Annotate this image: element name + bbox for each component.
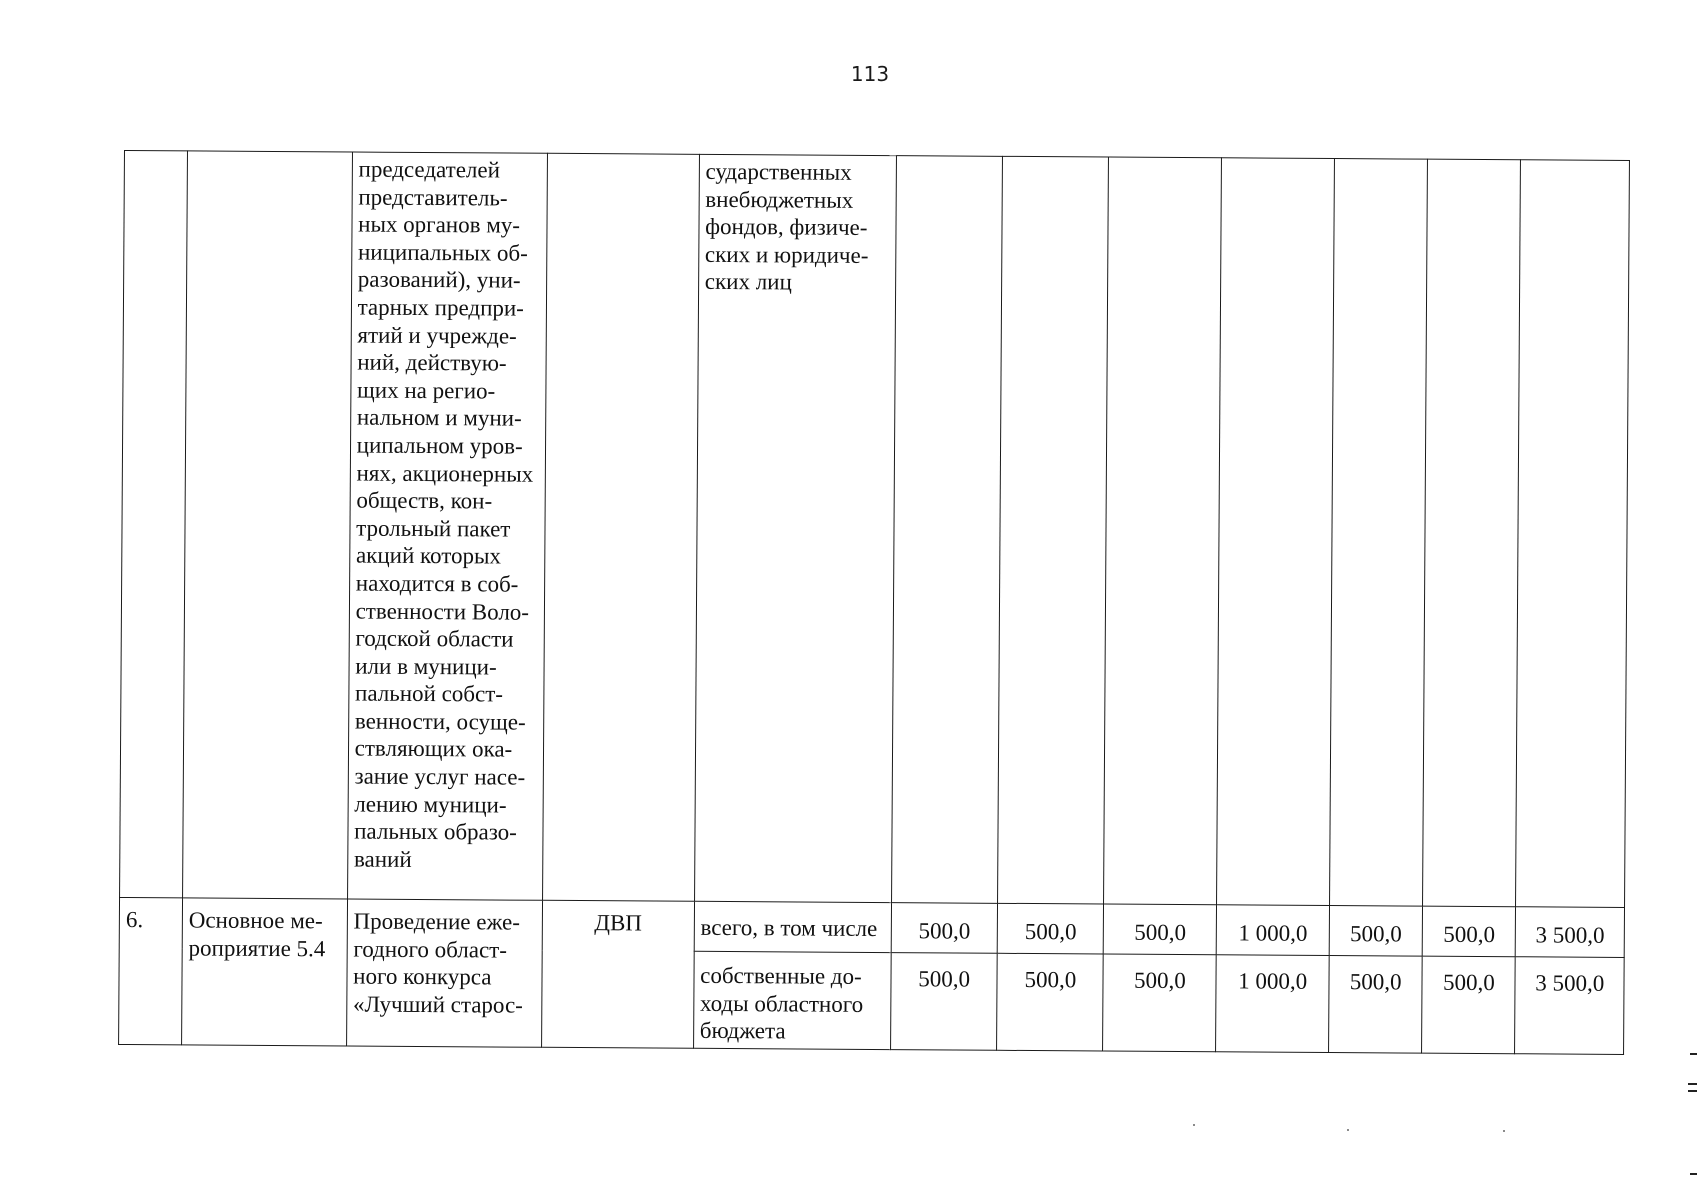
scan-artifact-dot xyxy=(1347,1129,1349,1131)
scan-artifact-dot xyxy=(1503,1130,1505,1132)
cell-value: 500,0 xyxy=(1422,956,1516,1053)
cell-value: 500,0 xyxy=(1103,954,1216,1052)
scan-artifact-mark xyxy=(1688,1083,1697,1085)
cell-executor-empty xyxy=(542,153,699,901)
cell-year-1-empty xyxy=(892,156,1003,904)
event-description: Проведение еже- годного област- ного конкурса «Лучший старос- xyxy=(352,908,523,1018)
cell-value: 1 000,0 xyxy=(1216,955,1329,1053)
cell-value: 500,0 xyxy=(1329,906,1423,957)
event-name: Основное ме- роприятие 5.4 xyxy=(188,907,326,961)
cell-value-total: 3 500,0 xyxy=(1515,957,1624,1054)
cell-source-continued xyxy=(694,154,896,902)
cell-value-total: 3 500,0 xyxy=(1516,907,1625,958)
cell-event-description xyxy=(346,899,542,1047)
cell-value: 500,0 xyxy=(997,953,1104,1050)
table-row-continuation xyxy=(120,151,1630,908)
cell-executor: ДВП xyxy=(541,900,694,1048)
cell-number-empty xyxy=(120,151,188,898)
cell-value: 1 000,0 xyxy=(1216,905,1329,956)
scan-artifact-dot xyxy=(1193,1124,1195,1126)
funding-source-total: всего, в том числе xyxy=(700,914,878,942)
table-row-6-total xyxy=(119,897,1624,957)
cell-year-3-empty xyxy=(1104,157,1222,905)
scan-artifact-mark xyxy=(1688,1090,1697,1092)
source-text: сударственных внебюджетных фондов, физиче- ских и юридиче- ских лиц xyxy=(704,158,869,295)
funding-source-own: собственные до- ходы областного бюджета xyxy=(699,962,864,1044)
description-text: председателей представитель- ных органов му- ниципальных об- разований), уни- тарных предпри- ятий и учрежде- ний, действую- щих на регио- нальном и муни- ципальном уров- нях, акционерных обществ, кон- трольный пакет акций которых находится в соб- ственности Воло- годской области или в муници- пальной собст- венности, осуще- ствляющих ока- зание услуг насе- лению муници- пальных образо- ваний xyxy=(353,156,534,872)
cell-value: 500,0 xyxy=(1104,904,1217,955)
cell-year-6-empty xyxy=(1423,159,1521,907)
cell-value: 500,0 xyxy=(1422,906,1516,957)
program-table xyxy=(118,150,1630,1055)
cell-year-2-empty xyxy=(998,156,1109,904)
cell-year-4-empty xyxy=(1217,158,1335,906)
cell-total-empty xyxy=(1516,160,1629,908)
page-number: 113 xyxy=(850,62,890,86)
cell-year-5-empty xyxy=(1330,159,1428,907)
cell-value: 500,0 xyxy=(891,903,998,954)
cell-description-continued xyxy=(347,152,547,900)
cell-event-name xyxy=(181,898,347,1046)
cell-funding-source-own xyxy=(693,951,891,1049)
program-table-sheet xyxy=(118,150,1630,1055)
cell-funding-source-total xyxy=(694,901,892,952)
cell-value: 500,0 xyxy=(1329,956,1423,1053)
scan-artifact-mark xyxy=(1690,1173,1697,1175)
scan-artifact-mark xyxy=(1690,1053,1697,1055)
cell-value: 500,0 xyxy=(997,903,1104,954)
cell-event-empty xyxy=(182,151,352,899)
cell-row-number: 6. xyxy=(119,897,183,1044)
cell-value: 500,0 xyxy=(891,953,998,1050)
